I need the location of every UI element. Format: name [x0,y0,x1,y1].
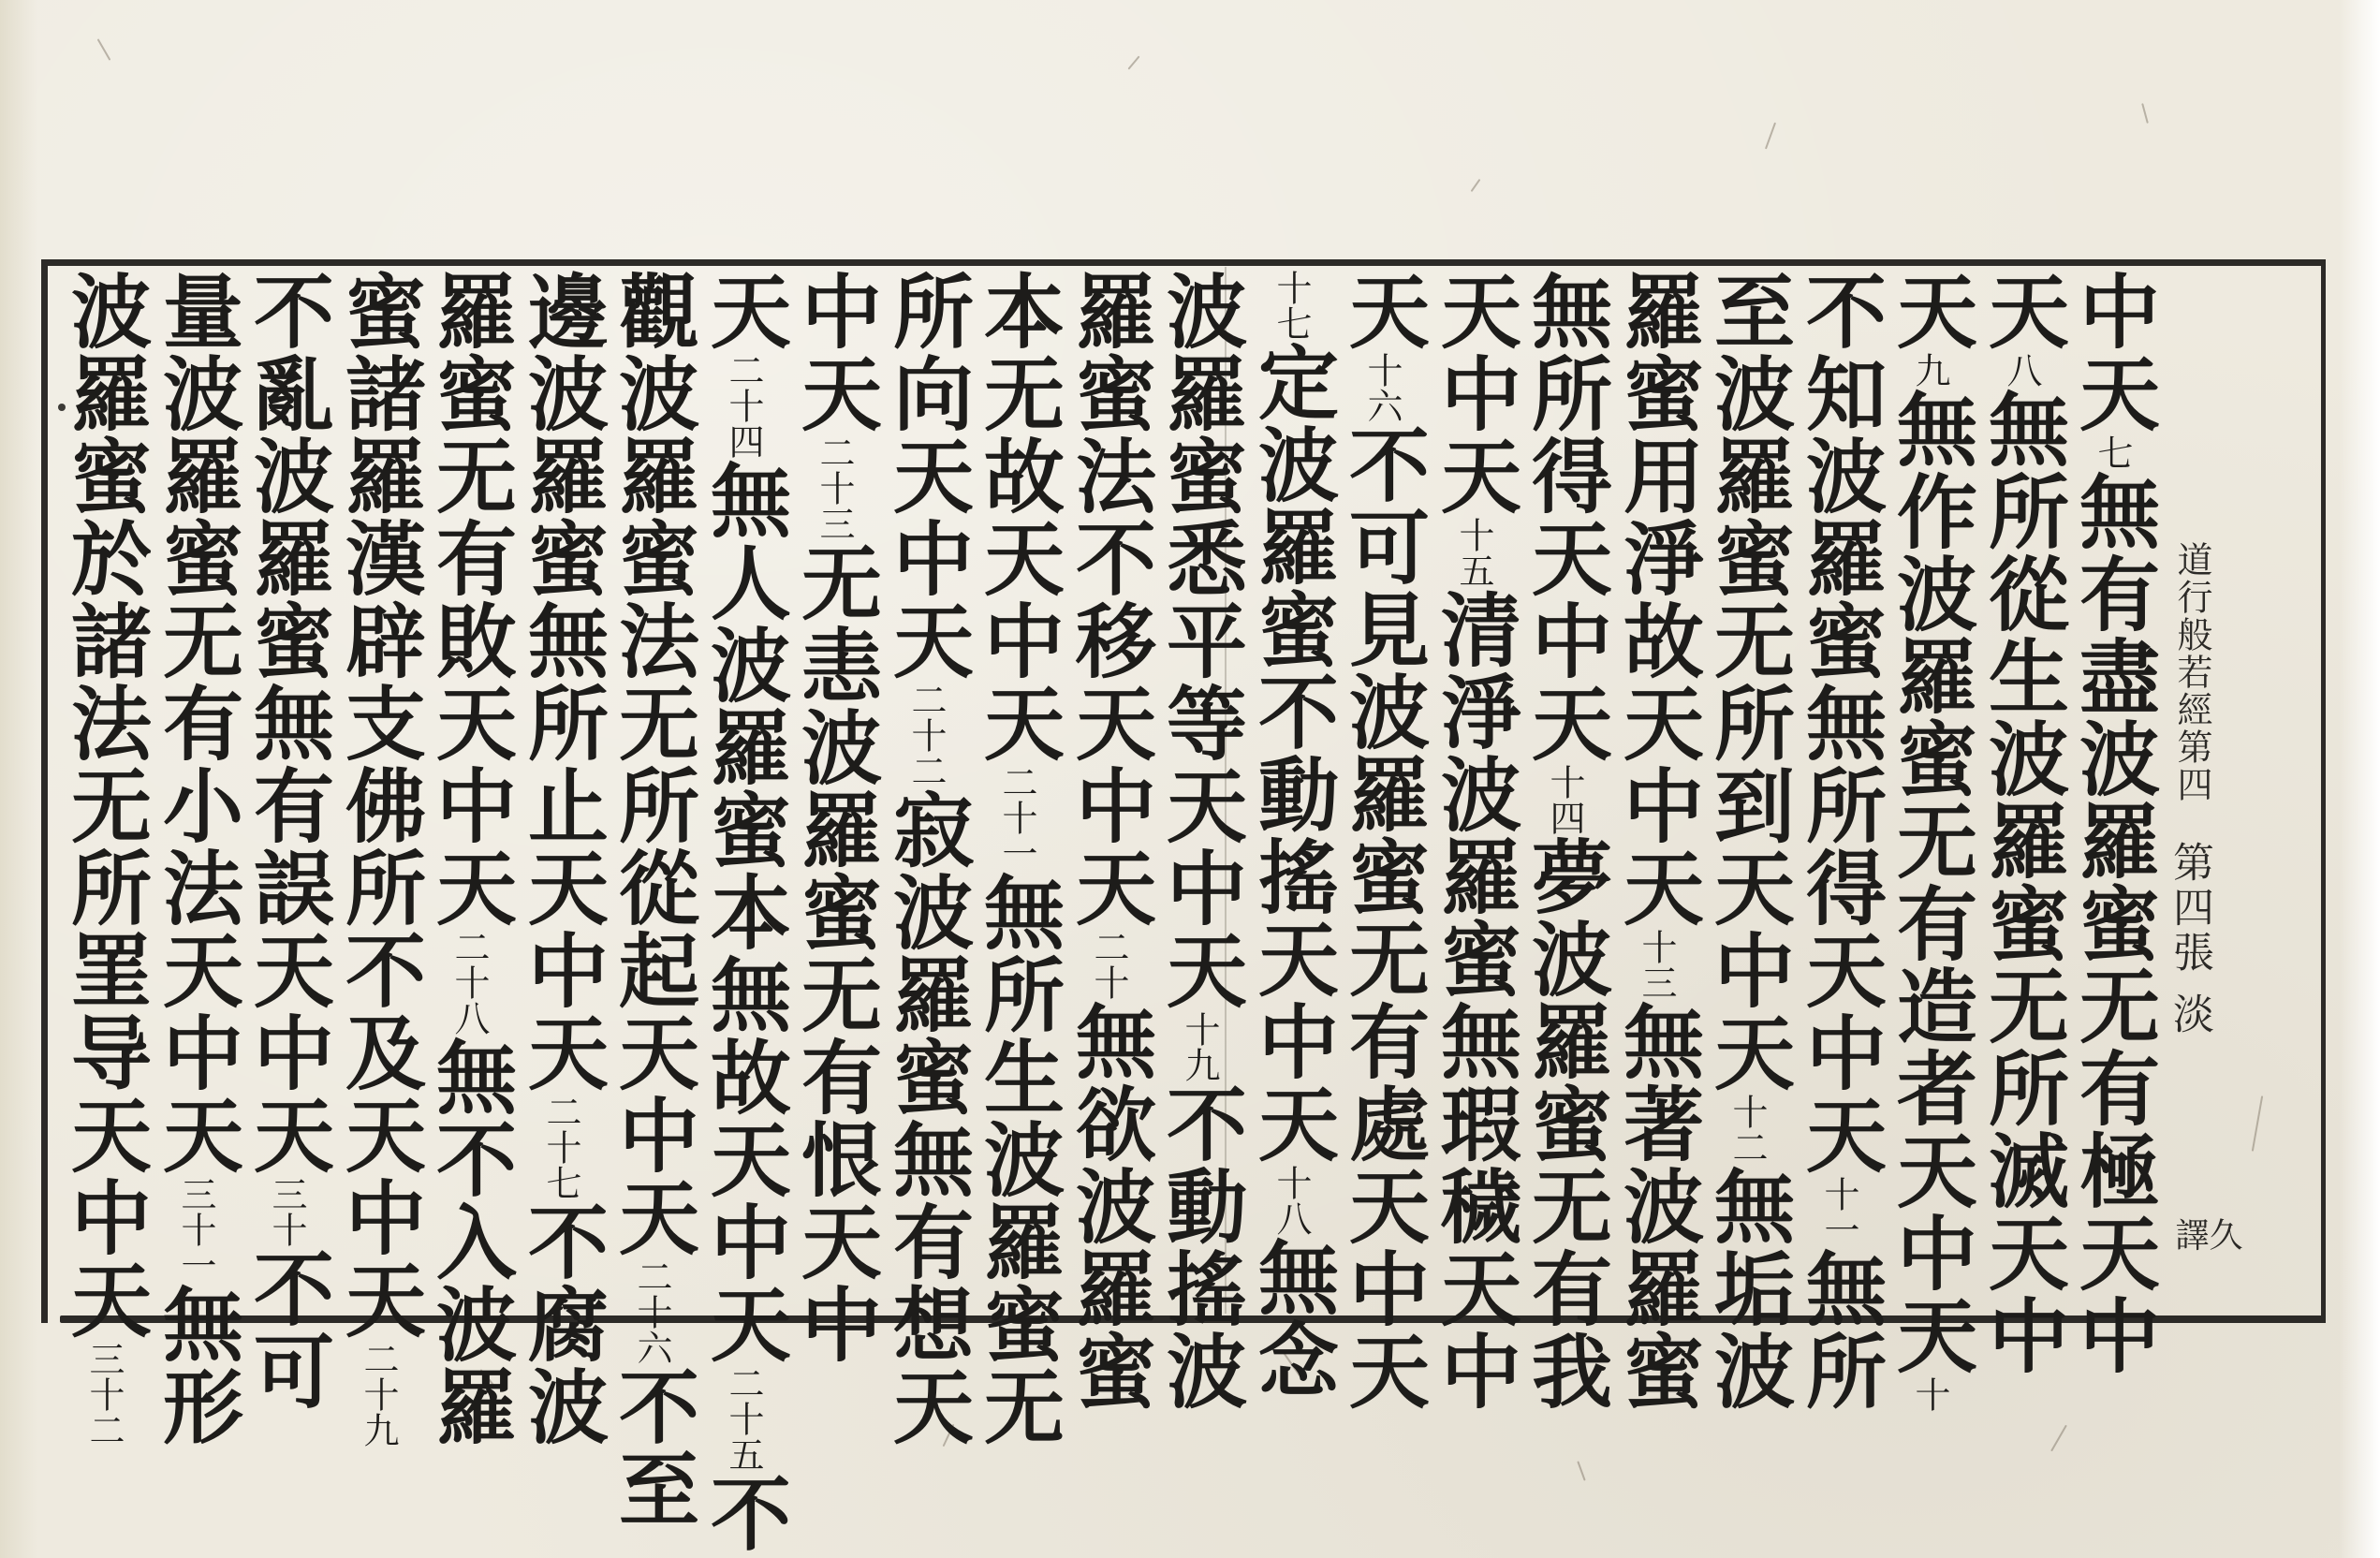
text-column [2065,270,2160,1376]
text-run: 波羅蜜於諸法无所罣导天中天 [57,270,152,1341]
paper-fiber [1577,1461,1585,1480]
text-run: 無念 [1244,1236,1339,1401]
text-run: 無欲波羅蜜 [1062,1000,1156,1412]
page-left-edge [0,0,37,1558]
text-column [1700,270,1795,1412]
section-number: 二十五 [723,1365,764,1472]
text-column [1792,270,1887,1412]
text-column [1153,270,1247,1412]
text-run: 清淨波羅蜜無瑕穢天中 [1427,588,1521,1412]
section-number: 二十九 [358,1341,399,1448]
text-run: 邊波羅蜜無所止天中天 [514,270,609,1094]
text-run: 不腐波 [514,1200,609,1448]
paper-fiber [1127,55,1139,69]
section-number: 三十一 [175,1176,216,1283]
paper-fiber [2050,1425,2067,1452]
frame-left-border [41,259,48,1323]
text-column [1062,270,1156,1412]
frame-right-border [2321,259,2326,1323]
text-run: 量波羅蜜无有小法天中天 [149,270,243,1176]
frame-top-border [41,259,2326,266]
text-run: 中天 [787,270,882,434]
section-number: 十三 [1636,929,1677,1000]
text-run: 天 [1975,270,2069,352]
text-run: 不至 [605,1365,699,1530]
text-column [1883,270,1977,1412]
section-number: 十八 [1271,1165,1312,1236]
text-run: 蜜諸羅漢辟支佛所不及天中天 [331,270,426,1341]
text-run: 寂波羅蜜無有想天 [879,788,974,1448]
text-run: 觀波羅蜜法无所從起天中天 [605,270,699,1258]
text-column [331,270,426,1448]
section-number: 九 [1909,352,1950,388]
text-run: 中天 [2065,270,2160,434]
section-number: 二十 [1088,929,1129,1000]
paper-fiber [1471,179,1481,192]
text-run: 至波羅蜜无所到天中天 [1700,270,1795,1094]
text-run: 羅蜜用淨故天中天 [1609,270,1704,929]
text-column [970,270,1065,1448]
text-column [1335,270,1430,1412]
section-number: 十九 [1179,1011,1220,1082]
text-column [149,270,243,1448]
text-run: 無有盡波羅蜜无有極天中 [2065,470,2160,1376]
text-column [697,270,791,1554]
text-run: 不知波羅蜜無所得天中天 [1792,270,1887,1176]
text-run: 不亂波羅蜜無有誤天中天 [240,270,334,1176]
text-column [879,270,974,1448]
margin-note: 久譯 [2170,1217,2242,1251]
text-run: 無所得天中天 [1518,270,1612,764]
text-column [1609,270,1704,1412]
section-number: 十七 [1271,270,1312,341]
text-run: 天 [1335,270,1430,352]
paper-fiber [97,38,111,61]
text-run: 本无故天中天 [970,270,1065,764]
text-run: 定波羅蜜不動搖天中天 [1244,341,1339,1165]
text-column [1975,270,2069,1376]
section-number: 三十二 [83,1341,125,1448]
text-column [1244,270,1339,1401]
section-number: 十四 [1544,764,1585,835]
block-margin-column [2163,281,2242,1251]
section-number: 十 [1909,1376,1950,1412]
text-run: 天 [1883,270,1977,352]
text-run: 無所生波羅蜜无 [970,871,1065,1448]
text-run: 无恚波羅蜜无有恨天中 [787,541,882,1365]
text-run: 羅蜜法不移天中天 [1062,270,1156,929]
text-run: 所向天中天 [879,270,974,682]
page-right-margin [2339,0,2380,1558]
section-number: 七 [2092,434,2133,470]
section-number: 十二 [1726,1094,1768,1165]
text-run: 無著波羅蜜 [1609,1000,1704,1412]
text-column [422,270,517,1448]
text-run: 無形 [149,1283,243,1448]
section-number: 十五 [1453,517,1494,588]
section-number: 二十二 [905,682,947,788]
sutra-title: 道行般若經第四 [2171,541,2212,803]
text-run: 天 [697,270,791,352]
section-number: 八 [2001,352,2042,388]
section-number: 二十七 [540,1094,581,1200]
text-column [1427,270,1521,1412]
text-run: 波羅蜜悉平等天中天 [1153,270,1247,1011]
section-number: 二十六 [631,1258,672,1365]
text-run: 無垢波 [1700,1165,1795,1412]
section-number: 十一 [1818,1176,1859,1247]
section-number: 二十四 [723,352,764,459]
text-run: 無所從生波羅蜜无所滅天中 [1975,388,2069,1376]
text-run: 羅蜜无有敗天中天 [422,270,517,929]
text-run: 不 [697,1472,791,1554]
paper-fiber [1765,123,1776,150]
text-column [605,270,699,1530]
text-run: 無不入波羅 [422,1036,517,1448]
section-number: 三十 [266,1176,307,1247]
section-number: 二十一 [996,764,1037,871]
text-column [514,270,609,1448]
section-number: 二十三 [814,434,855,541]
text-run: 天中天 [1427,270,1521,517]
text-column [1518,270,1612,1412]
text-column [57,270,152,1448]
text-column [787,270,882,1365]
section-number: 二十八 [448,929,490,1036]
text-run: 無人波羅蜜本無故天中天 [697,459,791,1365]
text-run: 不動搖波 [1153,1082,1247,1412]
text-column [240,270,334,1412]
text-run: 不可 [240,1247,334,1412]
text-run: 不可見波羅蜜无有處天中天 [1335,423,1430,1412]
text-run: 夢波羅蜜无有我 [1518,835,1612,1412]
section-number: 十六 [1361,352,1403,423]
text-run: 無所 [1792,1247,1887,1412]
paper-fiber [2141,103,2149,124]
text-run: 無作波羅蜜无有造者天中天 [1883,388,1977,1376]
sheet-number: 第四張 淡 [2166,841,2213,1037]
